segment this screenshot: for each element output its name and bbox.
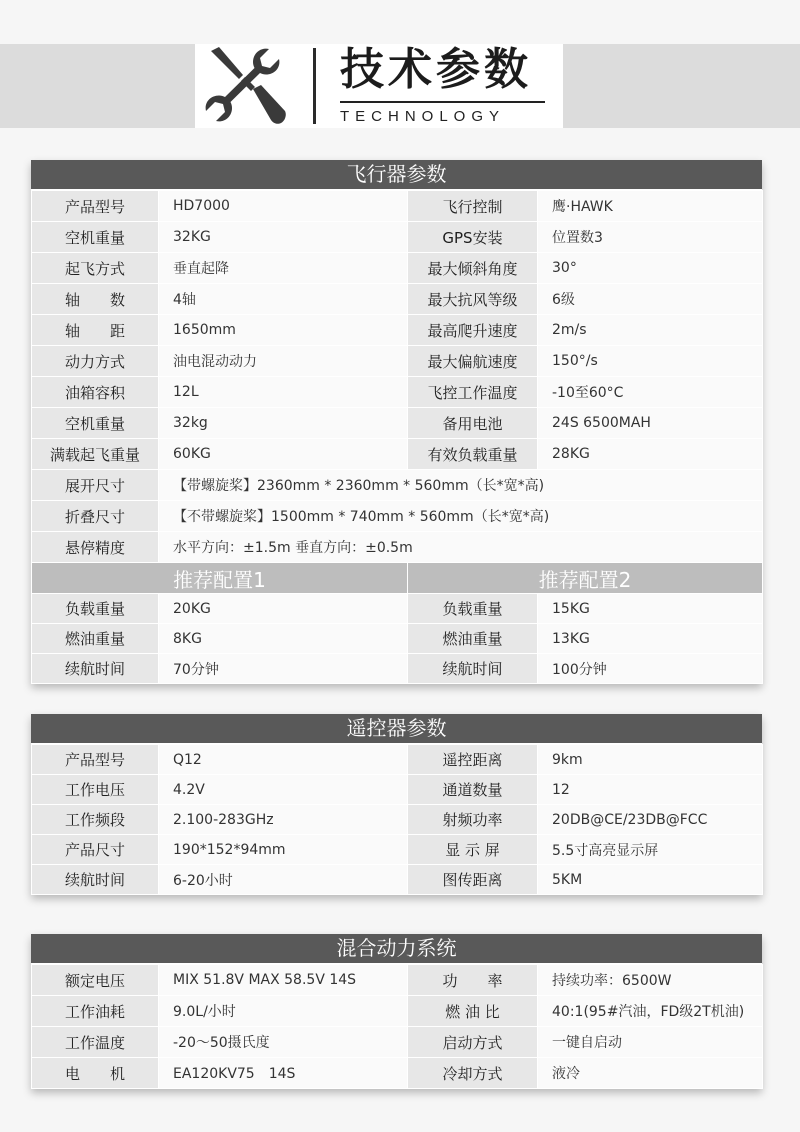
param-label: 轴 距 [32, 315, 159, 346]
param-label: 最高爬升速度 [408, 315, 538, 346]
param-value: 20DB@CE/23DB@FCC [538, 805, 763, 835]
param-label: 最大抗风等级 [408, 284, 538, 315]
table-row [32, 775, 763, 805]
remote-params-table [31, 744, 763, 895]
aircraft-params-title: 飞行器参数 [31, 160, 762, 190]
table-row [32, 835, 763, 865]
table-row [32, 805, 763, 835]
table-row [32, 1027, 763, 1058]
param-value: 鹰·HAWK [538, 191, 763, 222]
param-label: 产品型号 [32, 745, 159, 775]
param-label: 额定电压 [32, 965, 159, 996]
param-label: 油箱容积 [32, 377, 159, 408]
param-label: 燃 油 比 [408, 996, 538, 1027]
aircraft-params-table [31, 190, 763, 684]
param-value: 6级 [538, 284, 763, 315]
header-divider [313, 48, 316, 124]
param-label: 起飞方式 [32, 253, 159, 284]
param-value: 100分钟 [538, 654, 763, 684]
param-value: 40:1(95#汽油，FD级2T机油) [538, 996, 763, 1027]
table-row [32, 965, 763, 996]
param-label: 功 率 [408, 965, 538, 996]
param-value: 液冷 [538, 1058, 763, 1089]
param-label: 工作温度 [32, 1027, 159, 1058]
param-value: 190*152*94mm [159, 835, 408, 865]
table-row [32, 191, 763, 222]
param-label: 工作电压 [32, 775, 159, 805]
param-label: 显 示 屏 [408, 835, 538, 865]
param-value: 24S 6500MAH [538, 408, 763, 439]
wrench-screwdriver-icon [203, 45, 291, 127]
table-row [32, 654, 763, 684]
param-label: 负载重量 [408, 594, 538, 624]
table-row [32, 439, 763, 470]
param-label: 产品型号 [32, 191, 159, 222]
param-value: 【带螺旋桨】2360mm * 2360mm * 560mm（长*宽*高) [159, 470, 763, 501]
param-value: 4.2V [159, 775, 408, 805]
table-row [32, 865, 763, 895]
param-label: 产品尺寸 [32, 835, 159, 865]
param-value: HD7000 [159, 191, 408, 222]
param-value: 4轴 [159, 284, 408, 315]
param-label: 悬停精度 [32, 532, 159, 563]
param-value: 位置数3 [538, 222, 763, 253]
table-row [32, 996, 763, 1027]
remote-params-title: 遥控器参数 [31, 714, 762, 744]
page-title: 技术参数 [340, 44, 532, 95]
param-value: 1650mm [159, 315, 408, 346]
param-label: 电 机 [32, 1058, 159, 1089]
param-label: 最大偏航速度 [408, 346, 538, 377]
param-label: 续航时间 [32, 654, 159, 684]
param-value: 8KG [159, 624, 408, 654]
config2-title: 推荐配置2 [408, 563, 763, 594]
param-value: 持续功率：6500W [538, 965, 763, 996]
param-value: 油电混动动力 [159, 346, 408, 377]
param-value: 12L [159, 377, 408, 408]
param-value: 70分钟 [159, 654, 408, 684]
table-row [32, 1058, 763, 1089]
hybrid-params-title: 混合动力系统 [31, 934, 762, 964]
table-row [32, 532, 763, 563]
table-row [32, 346, 763, 377]
param-label: 有效负载重量 [408, 439, 538, 470]
param-label: 工作油耗 [32, 996, 159, 1027]
table-row [32, 594, 763, 624]
param-value: 【不带螺旋桨】1500mm * 740mm * 560mm（长*宽*高) [159, 501, 763, 532]
param-value: MIX 51.8V MAX 58.5V 14S [159, 965, 408, 996]
table-row [32, 315, 763, 346]
config1-title: 推荐配置1 [32, 563, 408, 594]
table-row [32, 253, 763, 284]
table-row [32, 745, 763, 775]
table-row [32, 284, 763, 315]
param-value: 5KM [538, 865, 763, 895]
param-value: 13KG [538, 624, 763, 654]
param-value: EA120KV75 14S [159, 1058, 408, 1089]
table-row [32, 470, 763, 501]
param-value: 30° [538, 253, 763, 284]
param-value: 6-20小时 [159, 865, 408, 895]
param-label: 动力方式 [32, 346, 159, 377]
title-underline [340, 101, 545, 103]
aircraft-params-card [31, 160, 762, 684]
param-label: 图传距离 [408, 865, 538, 895]
param-value: 垂直起降 [159, 253, 408, 284]
page-subtitle: TECHNOLOGY [340, 108, 506, 125]
param-value: Q12 [159, 745, 408, 775]
table-row [32, 222, 763, 253]
param-label: 冷却方式 [408, 1058, 538, 1089]
param-value: 5.5寸高亮显示屏 [538, 835, 763, 865]
param-label: 备用电池 [408, 408, 538, 439]
param-label: 工作频段 [32, 805, 159, 835]
param-value: 32KG [159, 222, 408, 253]
table-row [32, 624, 763, 654]
param-label: GPS安装 [408, 222, 538, 253]
param-label: 燃油重量 [32, 624, 159, 654]
param-value: 15KG [538, 594, 763, 624]
param-label: 续航时间 [408, 654, 538, 684]
param-value: 9.0L/小时 [159, 996, 408, 1027]
param-label: 飞控工作温度 [408, 377, 538, 408]
param-value: 32kg [159, 408, 408, 439]
config-header-row [32, 563, 763, 594]
param-label: 最大倾斜角度 [408, 253, 538, 284]
param-label: 燃油重量 [408, 624, 538, 654]
param-label: 展开尺寸 [32, 470, 159, 501]
remote-params-card [31, 714, 762, 895]
param-value: 150°/s [538, 346, 763, 377]
param-label: 续航时间 [32, 865, 159, 895]
param-value: -10至60°C [538, 377, 763, 408]
param-value: 60KG [159, 439, 408, 470]
table-row [32, 377, 763, 408]
param-label: 飞行控制 [408, 191, 538, 222]
param-value: 12 [538, 775, 763, 805]
param-label: 遥控距离 [408, 745, 538, 775]
param-label: 满载起飞重量 [32, 439, 159, 470]
param-label: 射频功率 [408, 805, 538, 835]
table-row [32, 501, 763, 532]
param-value: 2.100-283GHz [159, 805, 408, 835]
param-label: 空机重量 [32, 222, 159, 253]
param-label: 负载重量 [32, 594, 159, 624]
hybrid-params-table [31, 964, 763, 1089]
param-value: 28KG [538, 439, 763, 470]
param-label: 轴 数 [32, 284, 159, 315]
param-value: 一键自启动 [538, 1027, 763, 1058]
param-value: 20KG [159, 594, 408, 624]
param-value: -20～50摄氏度 [159, 1027, 408, 1058]
table-row [32, 408, 763, 439]
param-label: 通道数量 [408, 775, 538, 805]
param-value: 9km [538, 745, 763, 775]
param-label: 折叠尺寸 [32, 501, 159, 532]
hybrid-params-card [31, 934, 762, 1089]
param-label: 空机重量 [32, 408, 159, 439]
param-value: 2m/s [538, 315, 763, 346]
param-value: 水平方向：±1.5m 垂直方向：±0.5m [159, 532, 763, 563]
param-label: 启动方式 [408, 1027, 538, 1058]
